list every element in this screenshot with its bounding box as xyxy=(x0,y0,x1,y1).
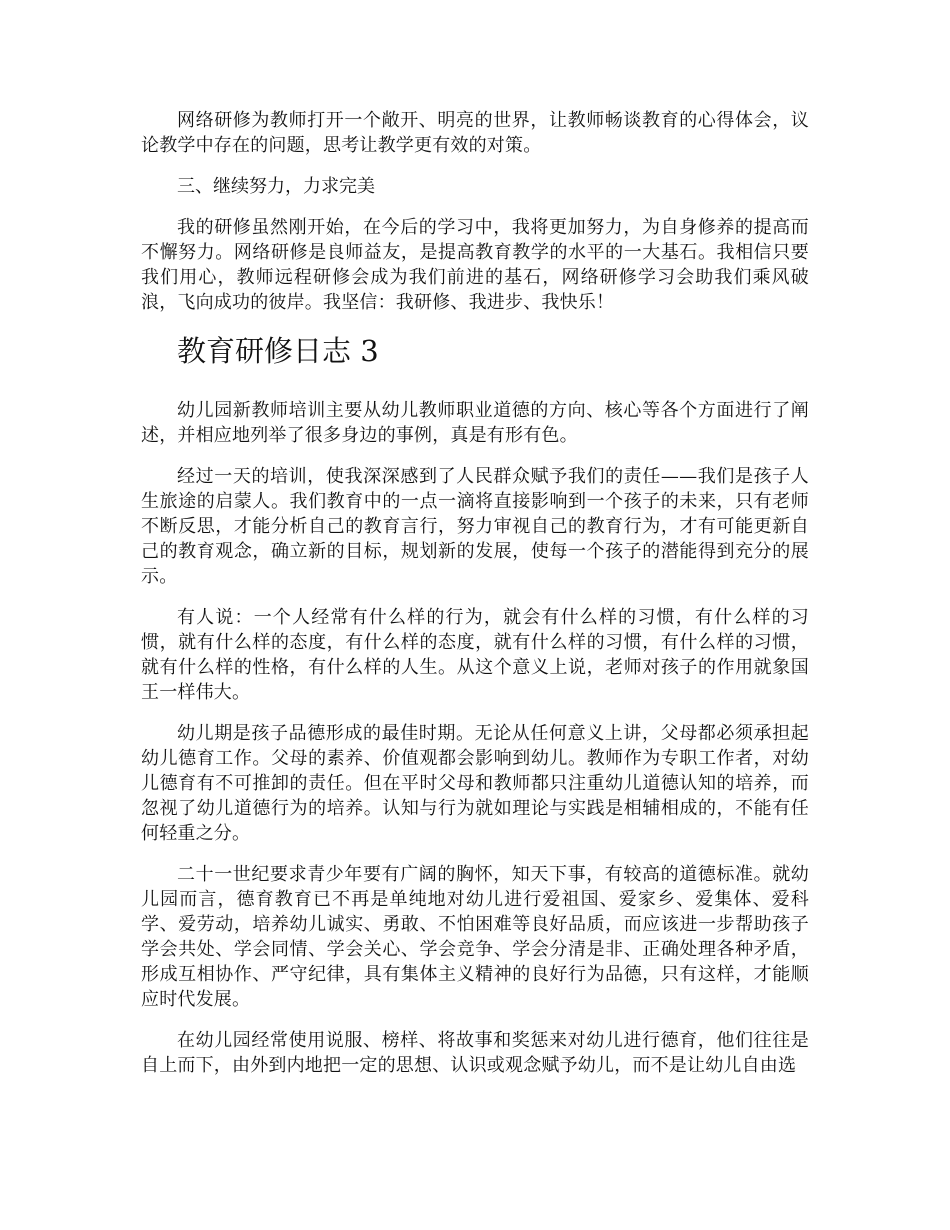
paragraph-someone-said: 有人说：一个人经常有什么样的行为，就会有什么样的习惯，有什么样的习惯，就有什么样的态度，有什么样的态度，就有什么样的习惯，有什么样的习惯，就有什么样的性格，有什么样的人生。从这个意义上说，老师对孩子的作用就象国王一样伟大。 xyxy=(141,607,809,703)
paragraph-network-training: 网络研修为教师打开一个敞开、明亮的世界，让教师畅谈教育的心得体会，议论教学中存在的问题，思考让教学更有效的对策。 xyxy=(141,110,809,156)
section-title: 教育研修日志 3 xyxy=(177,334,379,368)
paragraph-kindergarten-training: 幼儿园新教师培训主要从幼儿教师职业道德的方向、核心等各个方面进行了阐述，并相应地列举了很多身边的事例，真是有形有色。 xyxy=(141,400,809,446)
paragraph-training-just-started: 我的研修虽然刚开始，在今后的学习中，我将更加努力，为自身修养的提高而不懈努力。网络研修是良师益友，是提高教育教学的水平的一大基石。我相信只要我们用心，教师远程研修会成为我们前进的基石，网络研修学习会助我们乘风破浪，飞向成功的彼岸。我坚信：我研修、我进步、我快乐！ xyxy=(141,217,809,313)
document-body xyxy=(141,108,809,1094)
subheading-continue-effort: 三、继续努力，力求完美 xyxy=(177,176,375,197)
paragraph-one-day-training: 经过一天的培训，使我深深感到了人民群众赋予我们的责任——我们是孩子人生旅途的启蒙人。我们教育中的一点一滴将直接影响到一个孩子的未来，只有老师不断反思，才能分析自己的教育言行，努力审视自己的教育行为，才有可能更新自己的教育观念，确立新的目标，规划新的发展，使每一个孩子的潜能得到充分的展示。 xyxy=(141,466,809,587)
paragraph-twenty-first-century: 二十一世纪要求青少年要有广阔的胸怀，知天下事，有较高的道德标准。就幼儿园而言，德育教育已不再是单纯地对幼儿进行爱祖国、爱家乡、爱集体、爱科学、爱劳动，培养幼儿诚实、勇敢、不怕困难等良好品质，而应该进一步帮助孩子学会共处、学会同情、学会关心、学会竞争、学会分清是非、正确处理各种矛盾，形成互相协作、严守纪律，具有集体主义精神的良好行为品德，只有这样，才能顺应时代发展。 xyxy=(141,864,809,1010)
paragraph-moral-education-methods: 在幼儿园经常使用说服、榜样、将故事和奖惩来对幼儿进行德育，他们往往是自上而下，由外到内地把一定的思想、认识或观念赋予幼儿，而不是让幼儿自由选 xyxy=(141,1030,809,1076)
paragraph-early-childhood: 幼儿期是孩子品德形成的最佳时期。无论从任何意义上讲，父母都必须承担起幼儿德育工作。父母的素养、价值观都会影响到幼儿。教师作为专职工作者，对幼儿德育有不可推卸的责任。但在平时父母和教师都只注重幼儿道德认知的培养，而忽视了幼儿道德行为的培养。认知与行为就如理论与实践是相辅相成的，不能有任何轻重之分。 xyxy=(141,723,809,844)
